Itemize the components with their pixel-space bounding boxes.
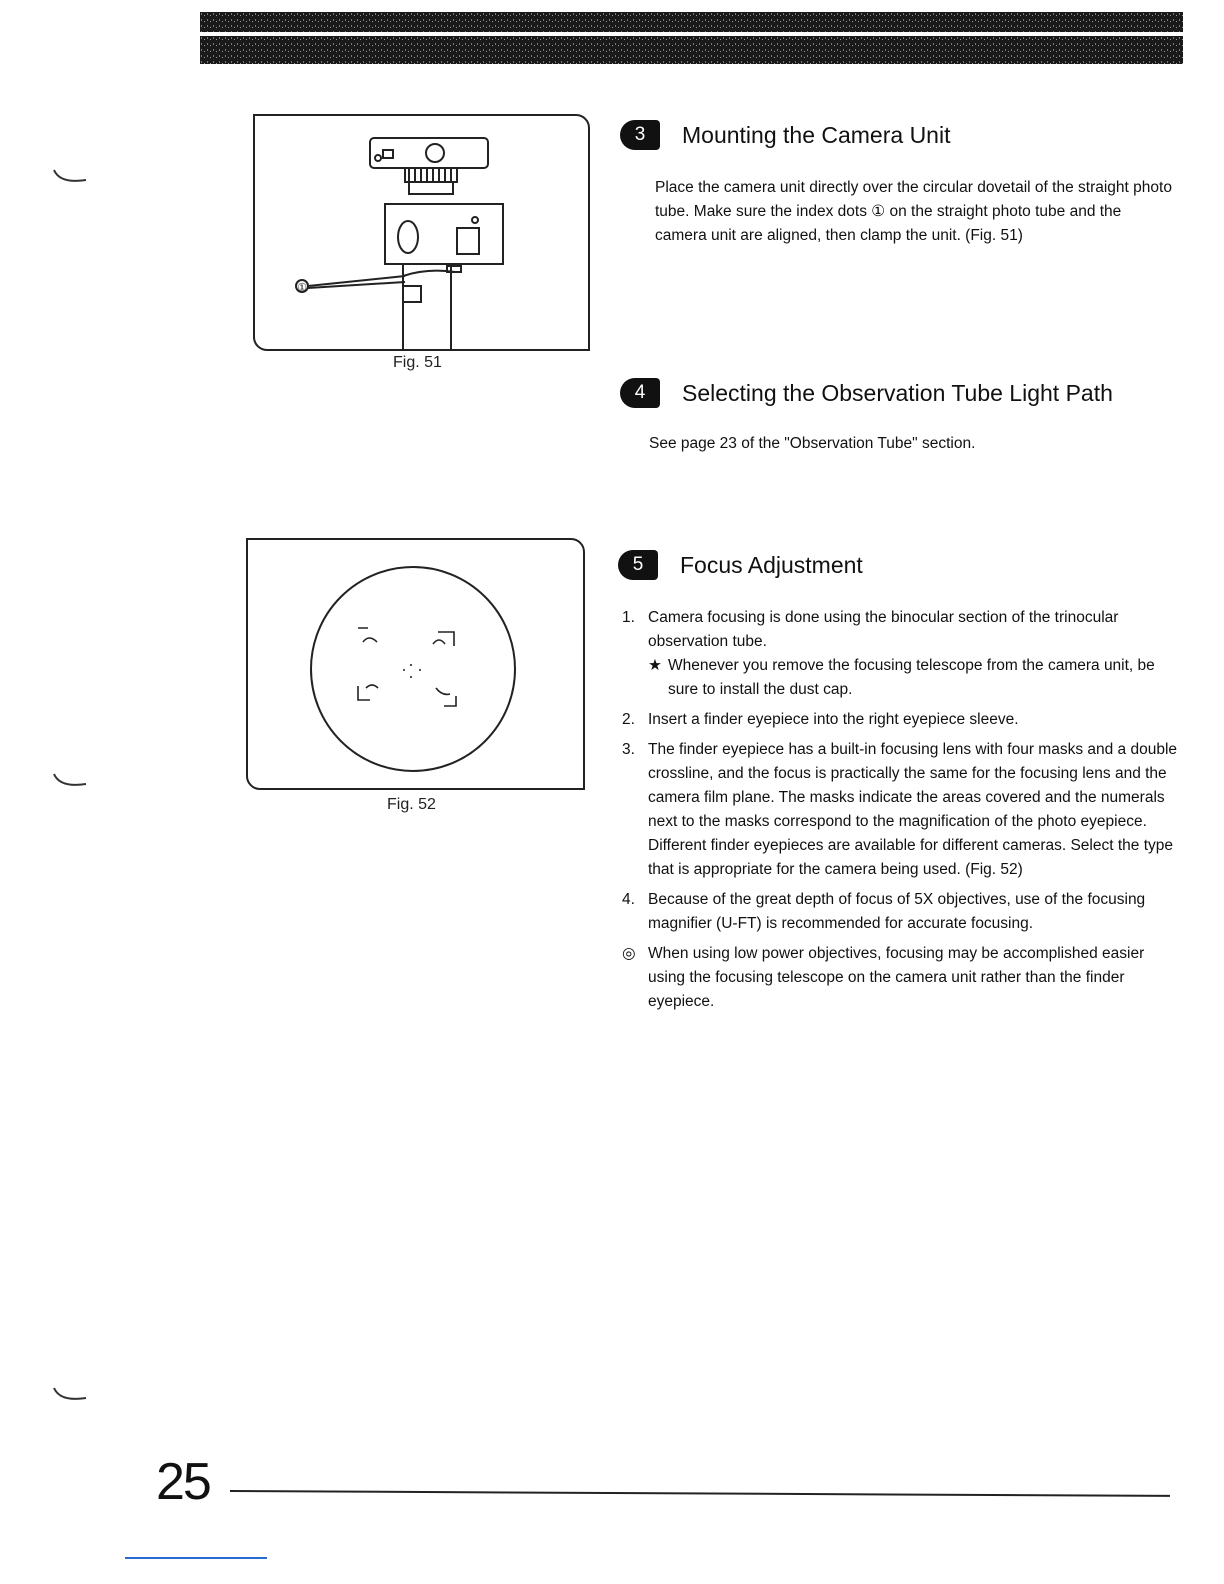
paragraph: See page 23 of the "Observation Tube" section.	[649, 435, 976, 452]
item-text: Camera focusing is done using the binocular section of the trinocular observation tube.	[648, 609, 1119, 650]
section-5-heading	[618, 550, 863, 580]
note-text: Whenever you remove the focusing telescope from the camera unit, be sure to install the dust cap.	[668, 657, 1155, 698]
note	[648, 654, 1178, 702]
section-3-heading	[620, 120, 950, 150]
margin-hole-mark	[52, 1386, 92, 1406]
section-number-badge: 5	[618, 550, 658, 580]
section-number-badge: 4	[620, 378, 660, 408]
callout-number: ①	[297, 282, 307, 294]
header-banner	[200, 12, 1183, 64]
item-text: The finder eyepiece has a built-in focusing lens with four masks and a double crossline, and the focus is practically the same for the focusing lens and the camera film plane. The masks indicate the areas covered and the numerals next to the masks correspond to the magnification of the photo eyepiece. Different finder eyepieces are available for different cameras. Select the type that is appropriate for the camera being used. (Fig. 52)	[648, 741, 1178, 878]
list-item	[622, 606, 1178, 702]
section-title: Focus Adjustment	[680, 551, 863, 578]
item-number: 2.	[622, 711, 635, 728]
margin-hole-mark	[52, 168, 92, 188]
section-4-body	[649, 432, 1169, 456]
list-item	[622, 942, 1178, 1014]
section-5-body	[622, 606, 1178, 1020]
finder-eyepiece-reticle	[248, 540, 583, 788]
camera-unit-illustration	[255, 116, 588, 349]
section-4-heading	[620, 378, 1113, 408]
paragraph: Place the camera unit directly over the circular dovetail of the straight photo tube. Make sure the index dots ① on the straight photo tube and the camera unit are aligned, then clamp the unit. (Fig. 51)	[655, 179, 1172, 244]
section-title: Mounting the Camera Unit	[682, 121, 951, 148]
scan-edge-line	[125, 1557, 267, 1559]
list-item	[622, 888, 1178, 936]
section-number-badge: 3	[620, 120, 660, 150]
figure-51	[253, 114, 590, 351]
figure-52-caption: Fig. 52	[387, 796, 436, 813]
section-3-body	[655, 176, 1175, 248]
star-icon: ★	[648, 657, 662, 674]
procedure-list	[622, 606, 1178, 1014]
item-number: 1.	[622, 609, 635, 626]
item-number: 4.	[622, 891, 635, 908]
page-number: 25	[156, 1453, 210, 1511]
list-item	[622, 738, 1178, 882]
item-text: When using low power objectives, focusing may be accomplished easier using the focusing telescope on the camera unit rather than the finder eyepiece.	[648, 945, 1145, 1010]
item-text: Insert a finder eyepiece into the right eyepiece sleeve.	[648, 711, 1019, 728]
section-title: Selecting the Observation Tube Light Path	[682, 379, 1113, 406]
item-number: 3.	[622, 741, 635, 758]
footer-rule	[230, 1490, 1170, 1497]
double-circle-icon: ◎	[622, 945, 636, 962]
margin-hole-mark	[52, 772, 92, 792]
figure-52	[246, 538, 585, 790]
item-text: Because of the great depth of focus of 5X objectives, use of the focusing magnifier (U-FT) is recommended for accurate focusing.	[648, 891, 1146, 932]
list-item	[622, 708, 1178, 732]
figure-51-caption: Fig. 51	[393, 354, 442, 371]
